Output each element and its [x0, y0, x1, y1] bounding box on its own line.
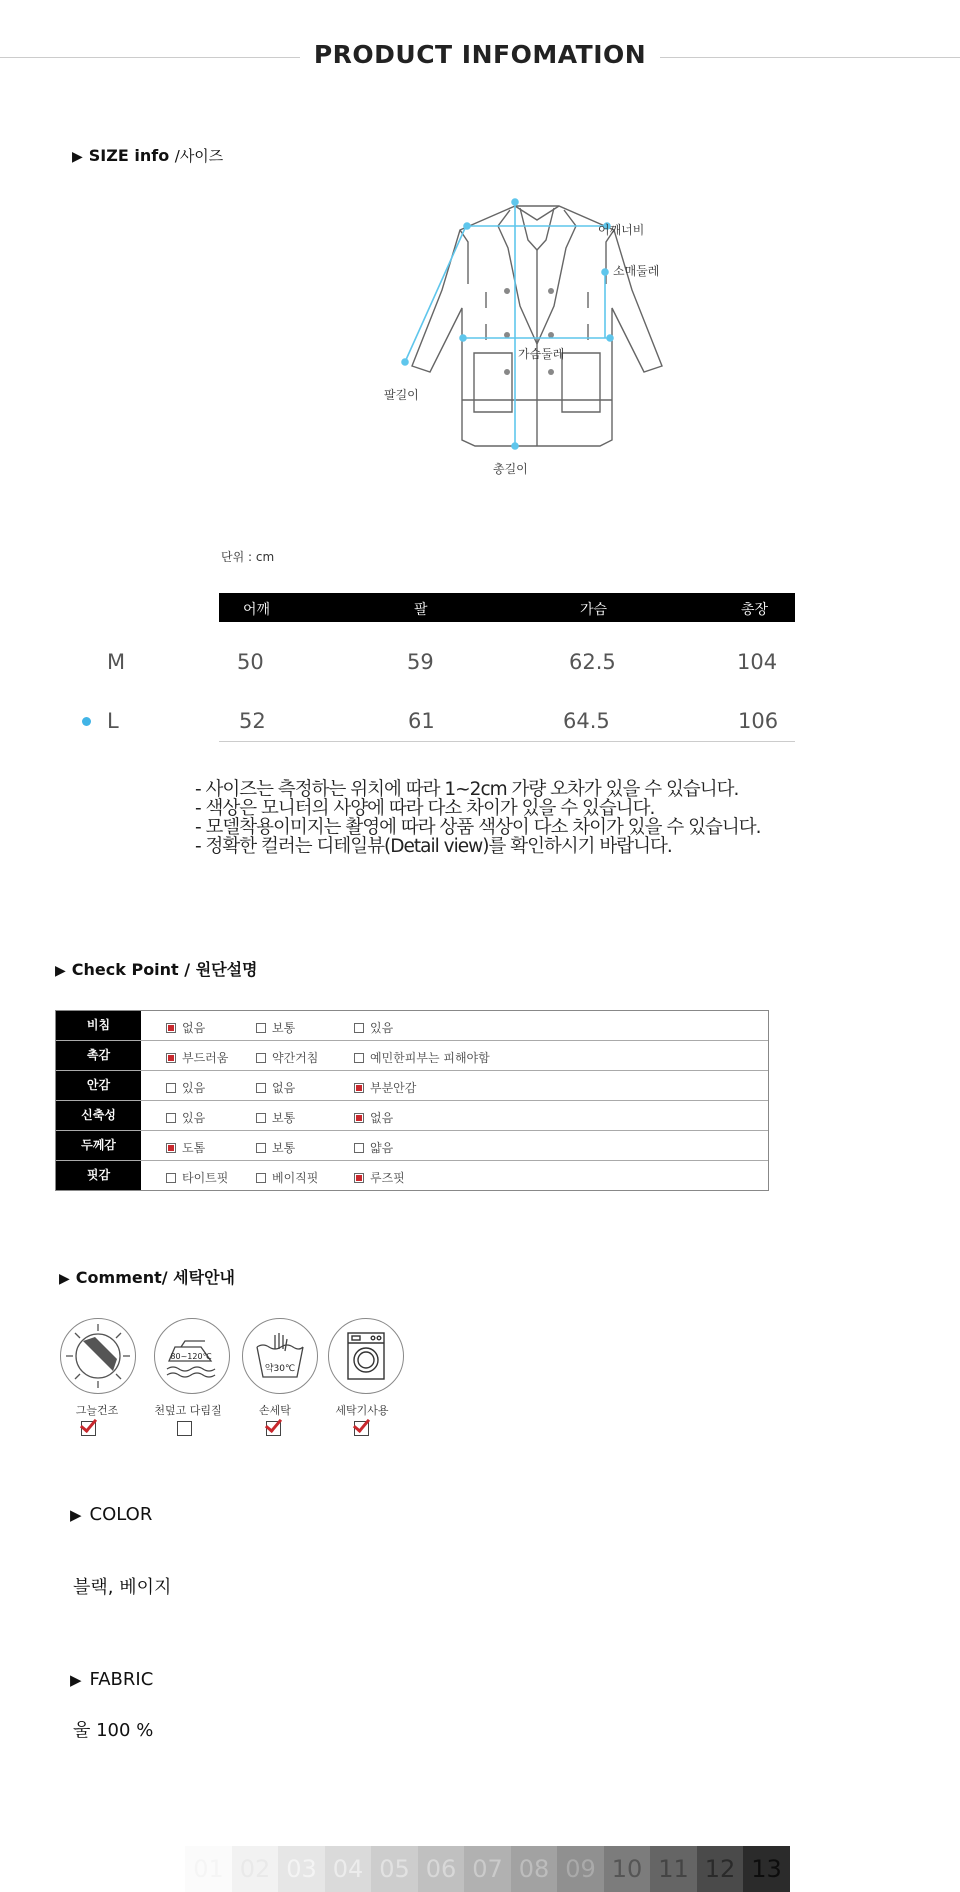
checkpoint-row	[56, 1041, 768, 1071]
diagram-label-length: 총길이	[493, 462, 528, 476]
checkpoint-option-label: 없음	[370, 1111, 394, 1125]
size-value: 64.5	[563, 709, 610, 733]
size-value: 106	[738, 709, 779, 733]
triangle-icon: ▶	[55, 963, 66, 979]
care-checkbox[interactable]	[81, 1421, 96, 1436]
color-section-title: ▶ COLOR	[70, 1504, 153, 1525]
diagram-label-sleeve-round: 소매둘레	[613, 264, 660, 278]
checkbox-icon	[166, 1023, 176, 1033]
checkpoint-option[interactable]	[256, 1169, 318, 1186]
checkpoint-option[interactable]	[256, 1049, 318, 1066]
size-notes	[195, 780, 761, 856]
swatch-04: 04	[325, 1846, 372, 1892]
swatch-09: 09	[557, 1846, 604, 1892]
color-value: 블랙, 베이지	[73, 1577, 172, 1598]
checkpoint-option-label: 얇음	[370, 1141, 394, 1155]
care-label: 천덮고 다림질	[154, 1404, 222, 1417]
swatch-06: 06	[418, 1846, 465, 1892]
checkpoint-option-label: 있음	[182, 1081, 206, 1095]
checkpoint-option-label: 없음	[272, 1081, 296, 1095]
washing-machine-icon	[328, 1318, 404, 1394]
checkbox-icon	[256, 1113, 266, 1123]
checkbox-icon	[166, 1113, 176, 1123]
comment-section-title: ▶ Comment/ 세탁안내	[59, 1268, 235, 1287]
checkpoint-table	[55, 1010, 769, 1191]
checkpoint-option[interactable]	[166, 1019, 205, 1036]
checkpoint-option-label: 없음	[182, 1021, 206, 1035]
swatch-13: 13	[743, 1846, 790, 1892]
swatch-11: 11	[650, 1846, 697, 1892]
checkpoint-option-label: 루즈핏	[370, 1171, 405, 1185]
note-line: - 모델착용이미지는 촬영에 따라 상품 색상이 다소 차이가 있을 수 있습니다.	[195, 817, 761, 838]
page-title: PRODUCT INFOMATION	[0, 40, 960, 69]
size-section-title: ▶ SIZE info /사이즈	[72, 146, 224, 165]
checkpoint-row	[56, 1071, 768, 1101]
checkpoint-row-label: 비침	[56, 1011, 141, 1040]
checkpoint-option-label: 있음	[182, 1111, 206, 1125]
checkpoint-row	[56, 1011, 768, 1041]
checkbox-icon	[166, 1083, 176, 1093]
checkpoint-option[interactable]	[166, 1049, 228, 1066]
shade-dry-icon	[60, 1318, 136, 1394]
size-table-bottom-line	[219, 741, 795, 742]
checkpoint-option[interactable]	[354, 1139, 393, 1156]
swatch-01: 01	[185, 1846, 232, 1892]
checkpoint-option[interactable]	[354, 1169, 405, 1186]
checkpoint-row-label: 핏감	[56, 1161, 141, 1190]
checkbox-icon	[256, 1023, 266, 1033]
size-value: 50	[237, 650, 264, 674]
checkpoint-row	[56, 1131, 768, 1161]
diagram-label-arm: 팔길이	[384, 388, 419, 402]
checkbox-icon	[354, 1023, 364, 1033]
care-checkbox[interactable]	[177, 1421, 192, 1436]
note-line: - 정확한 컬러는 디테일뷰(Detail view)를 확인하시기 바랍니다.	[195, 836, 672, 857]
diagram-label-shoulder: 어깨너비	[598, 223, 645, 237]
care-checkbox[interactable]	[354, 1421, 369, 1436]
checkpoint-section-title: ▶ Check Point / 원단설명	[55, 960, 258, 979]
diagram-label-chest: 가슴둘레	[518, 347, 565, 361]
checkpoint-option-label: 부드러움	[182, 1051, 229, 1065]
checkpoint-option-label: 예민한피부는 피해야함	[370, 1051, 490, 1065]
selected-size-dot	[82, 717, 91, 726]
checkpoint-option[interactable]	[354, 1109, 393, 1126]
hand-wash-icon	[242, 1318, 318, 1394]
unit-label: 단위 : cm	[221, 550, 275, 564]
size-label: M	[107, 650, 126, 674]
fabric-section-title: ▶ FABRIC	[70, 1669, 154, 1690]
fabric-value: 울 100 %	[73, 1720, 154, 1741]
swatch-12: 12	[697, 1846, 744, 1892]
checkpoint-option-label: 타이트핏	[182, 1171, 229, 1185]
checkpoint-option[interactable]	[354, 1049, 490, 1066]
checkpoint-option-label: 도톰	[182, 1141, 206, 1155]
swatch-02: 02	[232, 1846, 279, 1892]
checkbox-icon	[354, 1173, 364, 1183]
checkpoint-option[interactable]	[256, 1109, 295, 1126]
checkbox-icon	[166, 1173, 176, 1183]
column-header: 팔	[414, 602, 428, 618]
size-value: 59	[407, 650, 434, 674]
swatch-07: 07	[464, 1846, 511, 1892]
column-header: 어깨	[243, 602, 271, 618]
checkpoint-option-label: 보통	[272, 1141, 296, 1155]
checkpoint-option[interactable]	[354, 1079, 416, 1096]
checkpoint-row	[56, 1161, 768, 1190]
checkpoint-option[interactable]	[256, 1019, 295, 1036]
checkpoint-option-label: 베이직핏	[272, 1171, 319, 1185]
swatch-05: 05	[371, 1846, 418, 1892]
checkpoint-option[interactable]	[354, 1019, 393, 1036]
note-line: - 사이즈는 측정하는 위치에 따라 1~2cm 가량 오차가 있을 수 있습니다.	[195, 779, 739, 800]
triangle-icon: ▶	[70, 1671, 82, 1689]
size-value: 52	[239, 709, 266, 733]
checkbox-icon	[354, 1143, 364, 1153]
triangle-icon: ▶	[59, 1271, 70, 1287]
care-label: 손세탁	[259, 1404, 291, 1417]
checkpoint-row-label: 안감	[56, 1071, 141, 1100]
checkpoint-option[interactable]	[256, 1139, 295, 1156]
checkbox-icon	[354, 1113, 364, 1123]
checkpoint-row-label: 두께감	[56, 1131, 141, 1160]
column-header: 가슴	[580, 602, 608, 618]
note-line: - 색상은 모니터의 사양에 따라 다소 차이가 있을 수 있습니다.	[195, 798, 655, 819]
checkbox-icon	[256, 1053, 266, 1063]
checkpoint-option-label: 보통	[272, 1111, 296, 1125]
checkbox-icon	[354, 1053, 364, 1063]
checkpoint-row	[56, 1101, 768, 1131]
checkbox-icon	[166, 1143, 176, 1153]
size-value: 62.5	[569, 650, 616, 674]
checkpoint-option-label: 있음	[370, 1021, 394, 1035]
checkpoint-option[interactable]	[166, 1139, 205, 1156]
size-table-header	[219, 593, 795, 622]
checkpoint-option[interactable]	[166, 1079, 205, 1096]
checkpoint-row-label: 신축성	[56, 1101, 141, 1130]
checkpoint-option[interactable]	[166, 1109, 205, 1126]
swatch-03: 03	[278, 1846, 325, 1892]
checkpoint-row-label: 촉감	[56, 1041, 141, 1070]
checkbox-icon	[256, 1083, 266, 1093]
column-header: 총장	[741, 602, 769, 618]
checkpoint-option[interactable]	[256, 1079, 295, 1096]
svg-text:약30℃: 약30℃	[264, 1364, 296, 1374]
swatch-10: 10	[604, 1846, 651, 1892]
size-value: 104	[737, 650, 778, 674]
checkpoint-option-label: 약간거침	[272, 1051, 319, 1065]
care-label: 그늘건조	[75, 1404, 119, 1417]
triangle-icon: ▶	[72, 149, 83, 165]
swatch-08: 08	[511, 1846, 558, 1892]
checkbox-icon	[166, 1053, 176, 1063]
checkbox-icon	[256, 1143, 266, 1153]
size-value: 61	[408, 709, 435, 733]
checkbox-icon	[256, 1173, 266, 1183]
checkpoint-option-label: 부분안감	[370, 1081, 417, 1095]
svg-text:80~120℃: 80~120℃	[170, 1352, 212, 1361]
care-checkbox[interactable]	[266, 1421, 281, 1436]
triangle-icon: ▶	[70, 1506, 82, 1524]
checkpoint-option-label: 보통	[272, 1021, 296, 1035]
checkbox-icon	[354, 1083, 364, 1093]
care-label: 세탁기사용	[335, 1404, 389, 1417]
size-label: L	[107, 709, 119, 733]
iron-icon	[154, 1318, 230, 1394]
checkpoint-option[interactable]	[166, 1169, 228, 1186]
